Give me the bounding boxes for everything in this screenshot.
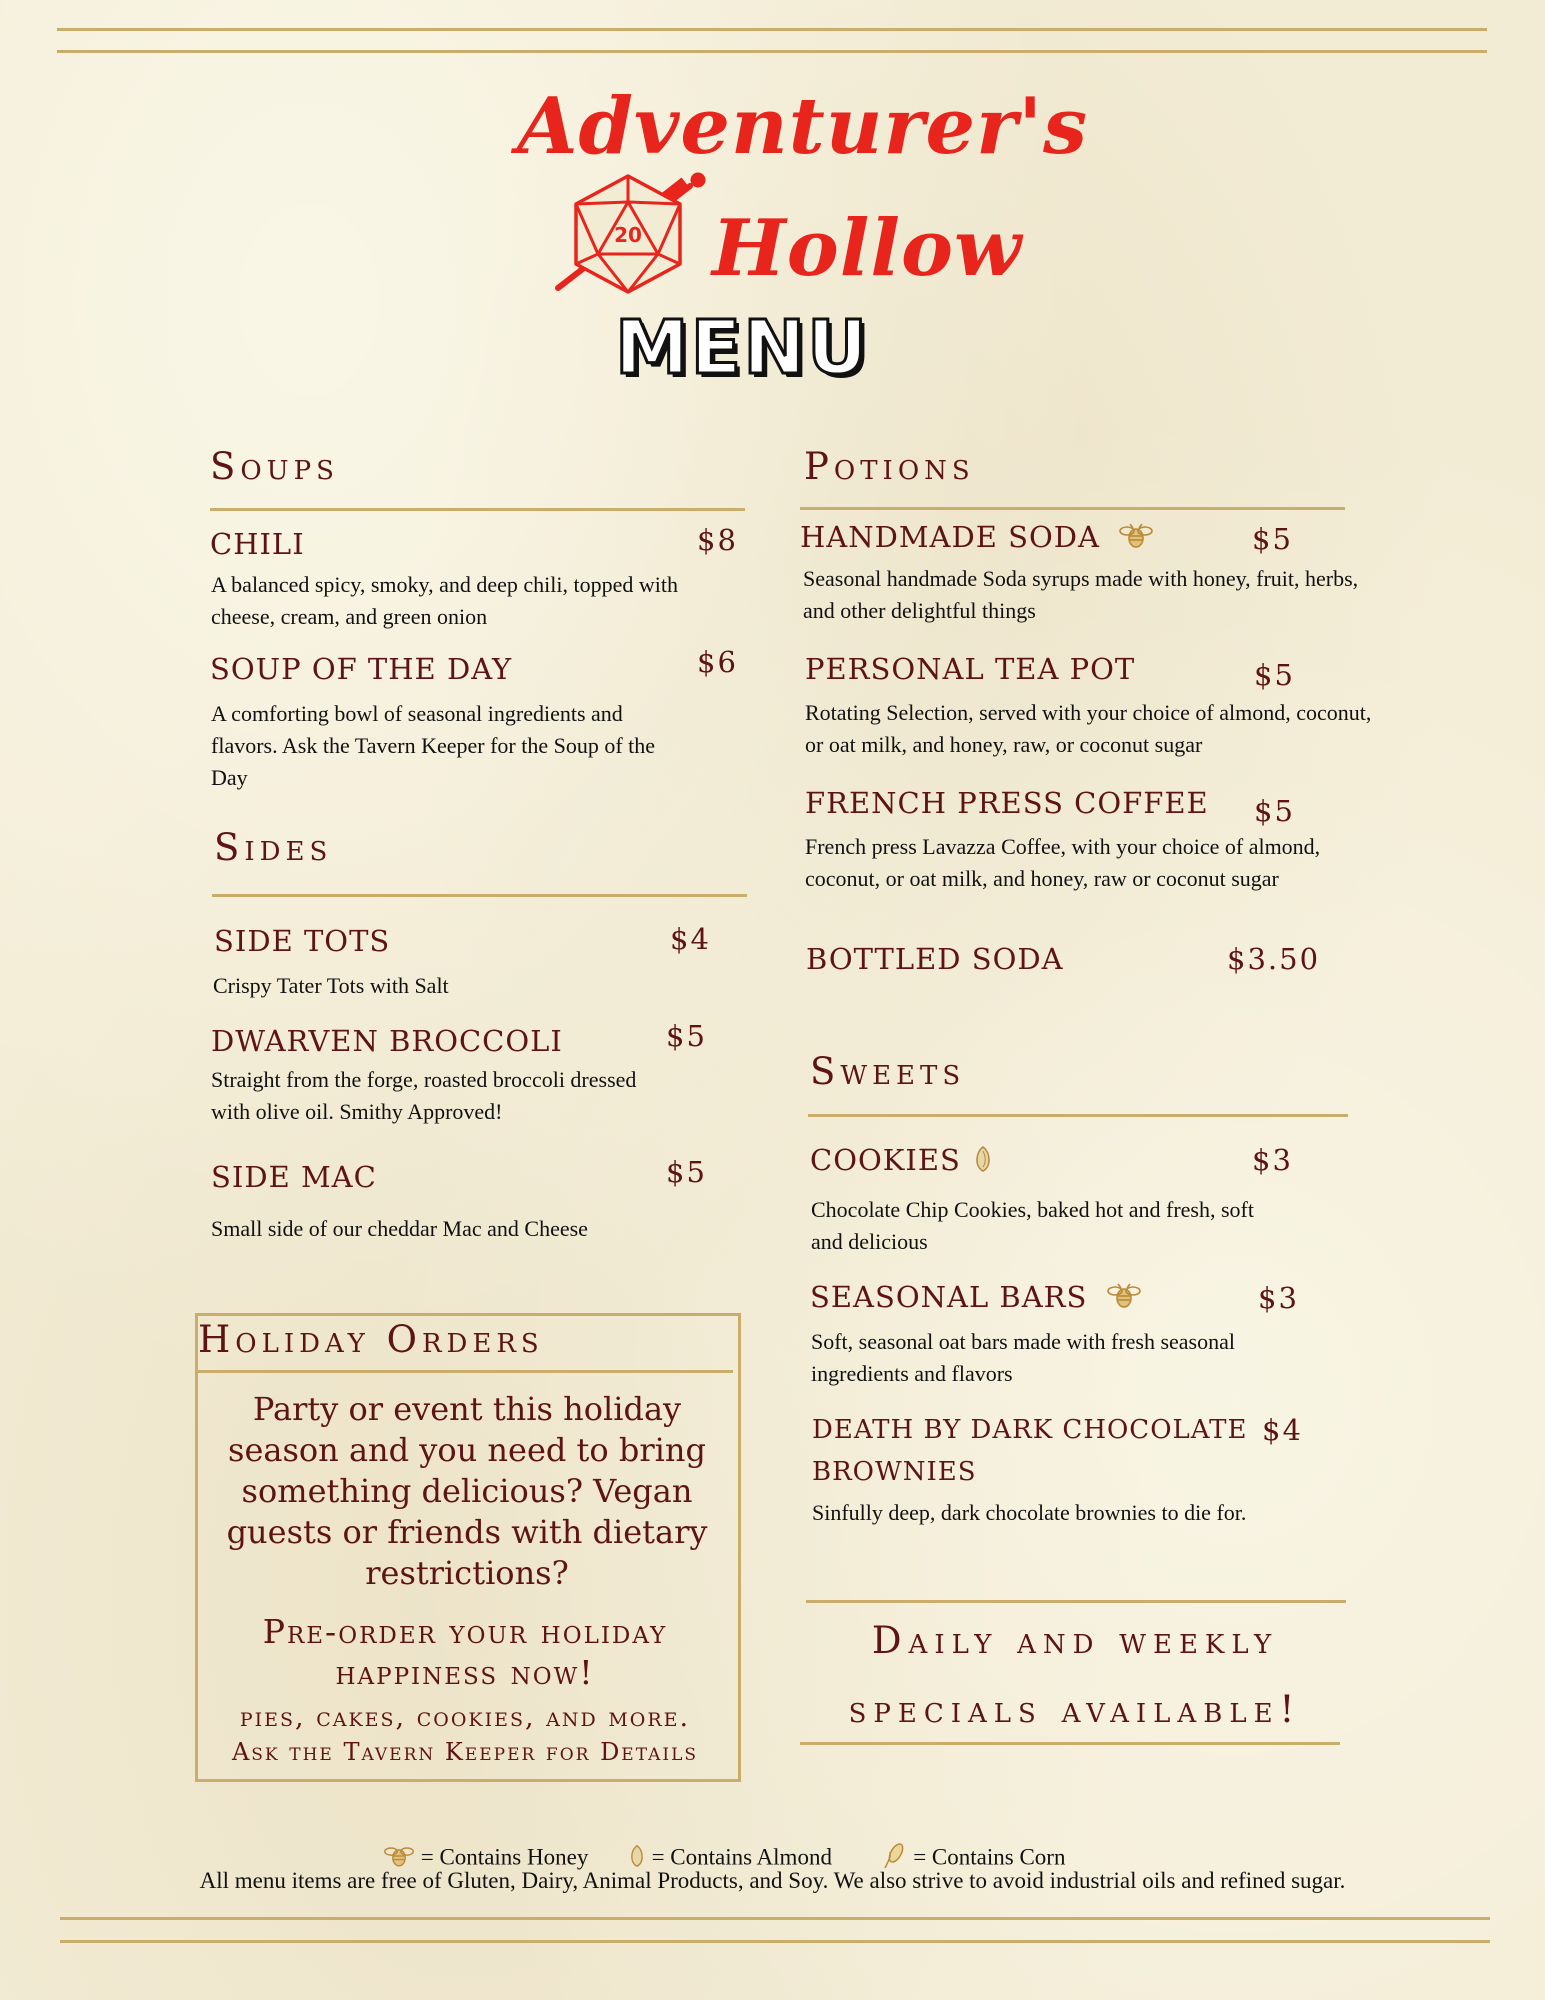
menu-item-description: Small side of our cheddar Mac and Cheese xyxy=(211,1216,588,1241)
menu-item-price: $6 xyxy=(697,645,738,679)
specials-top-rule xyxy=(806,1600,1346,1603)
menu-item-name: SIDE TOTS xyxy=(214,924,391,958)
soups-heading-rule xyxy=(210,508,745,511)
menu-item-name xyxy=(810,1143,993,1180)
brand-title-line1: Adventurer's xyxy=(517,81,1089,172)
menu-item-description: Crispy Tater Tots with Salt xyxy=(213,973,449,998)
sides-heading-rule xyxy=(212,894,747,897)
menu-item-price: $5 xyxy=(666,1155,707,1189)
specials-line1: Daily and weekly xyxy=(871,1619,1279,1662)
menu-item-name: PERSONAL TEA POT xyxy=(805,652,1136,686)
menu-item-name-line1: DEATH BY DARK CHOCOLATE xyxy=(812,1415,1248,1445)
menu-item-price: $5 xyxy=(1254,658,1295,692)
bottom-rule-1 xyxy=(60,1917,1490,1920)
top-rule-1 xyxy=(57,28,1487,31)
menu-item-price: $5 xyxy=(1252,522,1293,556)
holiday-heading-rule xyxy=(196,1370,733,1373)
d20-number: 20 xyxy=(614,223,642,247)
menu-item-price: $3 xyxy=(1258,1281,1299,1315)
menu-item-description: A balanced spicy, smoky, and deep chili, topped with cheese, cream, and green onion xyxy=(211,572,678,629)
specials-bottom-rule xyxy=(800,1742,1340,1745)
menu-item-name: BOTTLED SODA xyxy=(806,942,1064,976)
menu-item-price: $8 xyxy=(697,523,738,557)
bottom-rule-2 xyxy=(60,1940,1490,1943)
menu-title: MENU xyxy=(615,305,870,391)
menu-item-price: $3 xyxy=(1252,1143,1293,1177)
d20-dagger-logo-icon xyxy=(540,168,710,308)
menu-item-price: $4 xyxy=(670,922,711,956)
menu-item-description: A comforting bowl of seasonal ingredients and flavors. Ask the Tavern Keeper for the Soup of the Day xyxy=(211,701,656,790)
dietary-note: All menu items are free of Gluten, Dairy, Animal Products, and Soy. We also strive to avoid industrial oils and refined sugar. xyxy=(199,1868,1346,1893)
menu-item-description: French press Lavazza Coffee, with your choice of almond, coconut, or oat milk, and honey, raw or coconut sugar xyxy=(805,834,1321,891)
honey-bee-icon xyxy=(1118,522,1154,556)
almond-icon xyxy=(973,1145,993,1180)
menu-item-description: Rotating Selection, served with your choice of almond, coconut, or oat milk, and honey, raw, or coconut sugar xyxy=(805,700,1372,757)
soups-heading: Soups xyxy=(210,445,339,488)
top-rule-2 xyxy=(57,50,1487,53)
potions-heading-rule xyxy=(800,507,1345,510)
menu-item-price: $3.50 xyxy=(1227,942,1321,976)
holiday-orders-heading: Holiday Orders xyxy=(198,1318,544,1361)
holiday-orders-body: Party or event this holiday season and you need to bring something delicious? Vegan guests or friends with dietary restrictions? xyxy=(226,1390,708,1592)
sides-heading: Sides xyxy=(214,826,333,869)
menu-item-description: Seasonal handmade Soda syrups made with honey, fruit, herbs, and other delightful things xyxy=(803,566,1359,623)
menu-item-price: $5 xyxy=(1254,794,1295,828)
legend-corn-text: = Contains Corn xyxy=(913,1844,1066,1870)
holiday-items-line: pies, cakes, cookies, and more. xyxy=(239,1702,691,1733)
menu-item-name: SIDE MAC xyxy=(211,1160,377,1194)
holiday-ask-line: Ask the Tavern Keeper for Details xyxy=(231,1738,699,1766)
menu-item-name-text: SEASONAL BARS xyxy=(810,1280,1088,1314)
menu-item-price: $4 xyxy=(1262,1413,1303,1447)
menu-item-name: CHILI xyxy=(210,527,305,561)
menu-item-name-line2: BROWNIES xyxy=(812,1457,977,1487)
menu-item-description: Sinfully deep, dark chocolate brownies to die for. xyxy=(812,1500,1247,1525)
menu-item-name-text: HANDMADE SODA xyxy=(800,520,1100,554)
legend-honey-text: = Contains Honey xyxy=(420,1844,589,1870)
specials-line2: specials available! xyxy=(848,1688,1302,1731)
menu-item-description: Soft, seasonal oat bars made with fresh seasonal ingredients and flavors xyxy=(811,1329,1235,1386)
menu-item-name-text: COOKIES xyxy=(810,1143,961,1177)
sweets-heading-rule xyxy=(808,1114,1348,1117)
menu-item-name: DWARVEN BROCCOLI xyxy=(211,1024,563,1058)
holiday-preorder-line1: Pre-order your holiday xyxy=(262,1612,668,1651)
menu-item-description: Straight from the forge, roasted broccoli dressed with olive oil. Smithy Approved! xyxy=(211,1067,637,1124)
potions-heading: Potions xyxy=(804,445,975,488)
menu-item-price: $5 xyxy=(666,1019,707,1053)
menu-item-name: FRENCH PRESS COFFEE xyxy=(805,786,1209,820)
holiday-preorder-line2: happiness now! xyxy=(335,1653,595,1692)
menu-item-name xyxy=(810,1280,1142,1316)
legend-almond-text: = Contains Almond xyxy=(651,1844,832,1870)
sweets-heading: Sweets xyxy=(810,1050,966,1093)
menu-item-name xyxy=(800,520,1154,556)
brand-title-line2: Hollow xyxy=(712,203,1023,294)
honey-bee-icon xyxy=(1106,1282,1142,1316)
menu-item-description: Chocolate Chip Cookies, baked hot and fresh, soft and delicious xyxy=(811,1197,1254,1254)
menu-item-name: SOUP OF THE DAY xyxy=(210,652,513,686)
